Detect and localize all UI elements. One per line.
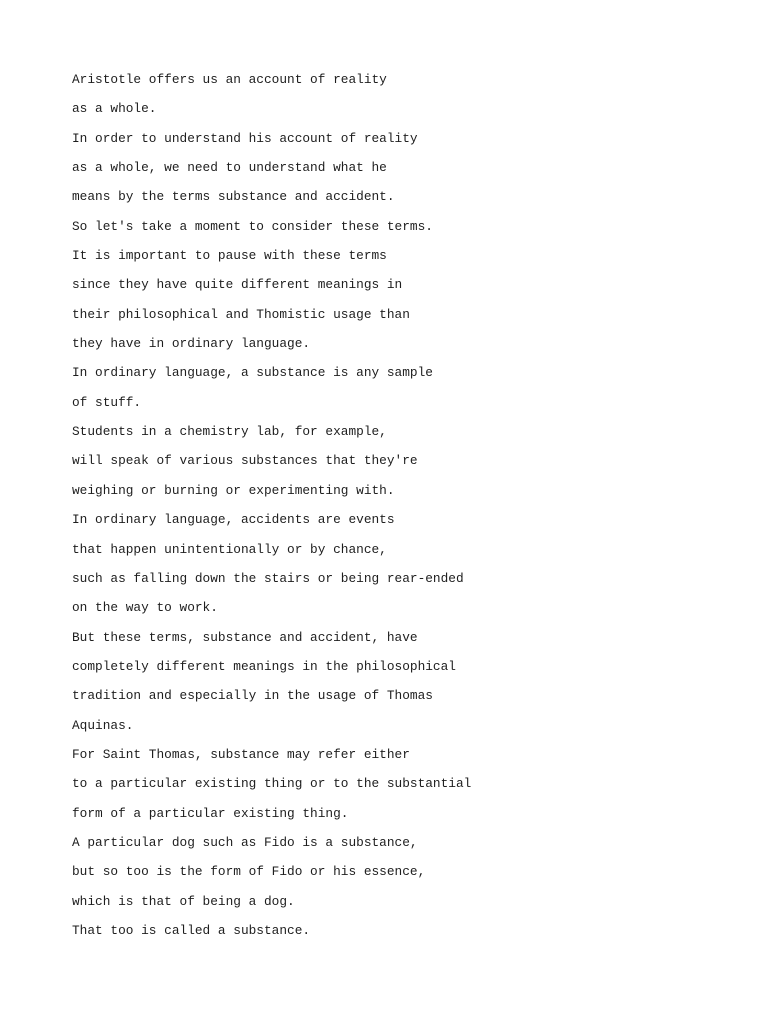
transcript-line: For Saint Thomas, substance may refer either [72,746,410,762]
transcript-line: In ordinary language, accidents are events [72,512,395,528]
transcript-line: will speak of various substances that they're [72,453,418,469]
transcript-line: It is important to pause with these terms [72,248,387,264]
transcript-line: of stuff. [72,394,142,410]
transcript-line: Aquinas. [72,717,134,733]
transcript-line: since they have quite different meanings in [72,277,403,293]
transcript-line: but so too is the form of Fido or his essence, [72,864,426,880]
transcript-line: their philosophical and Thomistic usage than [72,306,410,322]
transcript-line: weighing or burning or experimenting with. [72,482,395,498]
transcript-line: form of a particular existing thing. [72,805,349,821]
transcript-line: Students in a chemistry lab, for example, [72,424,387,440]
transcript-line: to a particular existing thing or to the substantial [72,776,472,792]
transcript-line: such as falling down the stairs or being rear-ended [72,570,464,586]
transcript-line: as a whole, we need to understand what he [72,160,387,176]
transcript-line: So let's take a moment to consider these terms. [72,218,433,234]
transcript-line: which is that of being a dog. [72,893,295,909]
transcript-line: Aristotle offers us an account of reality [72,72,387,87]
transcript-line: means by the terms substance and accident. [72,189,395,205]
transcript-line: as a whole. [72,101,157,117]
transcript-line: In ordinary language, a substance is any sample [72,365,433,381]
transcript-line: But these terms, substance and accident, have [72,629,418,645]
transcript-line: A particular dog such as Fido is a substance, [72,834,418,850]
transcript-line: that happen unintentionally or by chance, [72,541,387,557]
transcript-line: completely different meanings in the philosophical [72,658,456,674]
transcript-line: In order to understand his account of reality [72,130,418,146]
transcript-line: on the way to work. [72,600,218,616]
transcript-line: tradition and especially in the usage of Thomas [72,688,433,704]
transcript-line: they have in ordinary language. [72,336,311,352]
transcript-text [72,65,471,945]
transcript-line: That too is called a substance. [72,922,311,938]
